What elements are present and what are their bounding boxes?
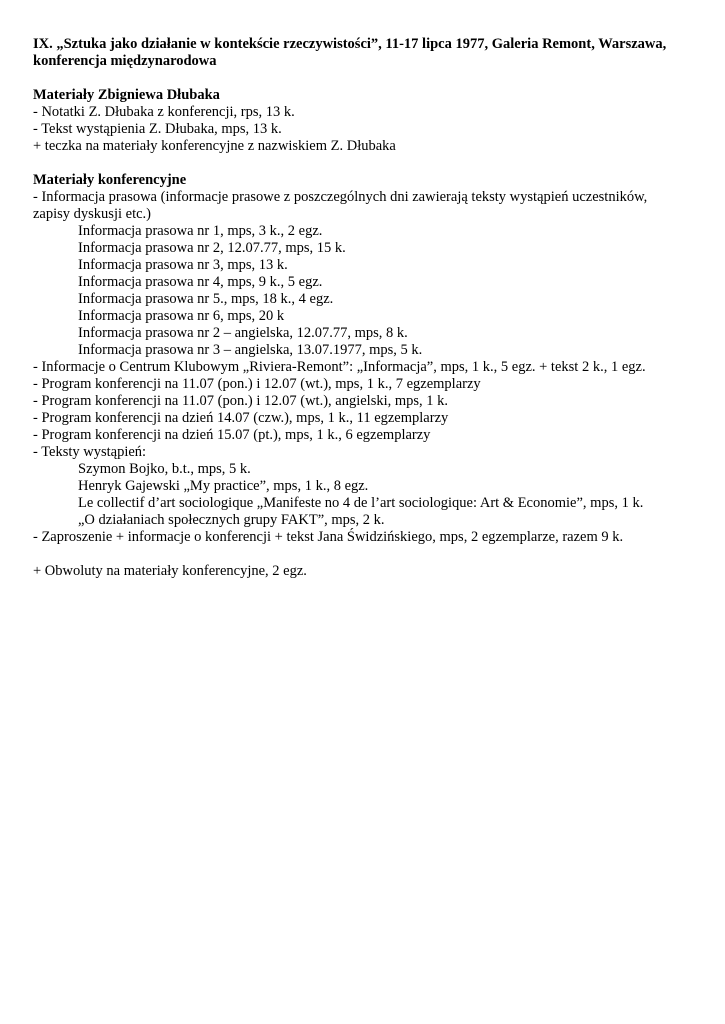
press-release-item: Informacja prasowa nr 2, 12.07.77, mps, 15 k. — [78, 240, 346, 256]
press-release-item: Informacja prasowa nr 6, mps, 20 k — [78, 308, 285, 324]
press-release-item: Informacja prasowa nr 5., mps, 18 k., 4 egz. — [78, 291, 334, 307]
footer-note: + Obwoluty na materiały konferencyjne, 2 egz. — [33, 563, 307, 579]
speech-item: Szymon Bojko, b.t., mps, 5 k. — [78, 461, 251, 477]
program-item: - Program konferencji na 11.07 (pon.) i 12.07 (wt.), angielski, mps, 1 k. — [33, 393, 449, 409]
list-item: - Tekst wystąpienia Z. Dłubaka, mps, 13 k. — [33, 121, 282, 137]
press-release-item: Informacja prasowa nr 4, mps, 9 k., 5 egz. — [78, 274, 323, 290]
invitation-item: - Zaproszenie + informacje o konferencji + tekst Jana Świdzińskiego, mps, 2 egzemplarze, razem 9 k. — [33, 529, 624, 545]
speech-item: „O działaniach społecznych grupy FAKT”, mps, 2 k. — [78, 512, 385, 528]
program-item: - Program konferencji na dzień 15.07 (pt.), mps, 1 k., 6 egzemplarzy — [33, 427, 431, 443]
program-item: - Program konferencji na dzień 14.07 (czw.), mps, 1 k., 11 egzemplarzy — [33, 410, 449, 426]
section-conference-materials — [33, 172, 685, 546]
press-release-item: Informacja prasowa nr 3 – angielska, 13.07.1977, mps, 5 k. — [78, 342, 423, 358]
speech-item: Henryk Gajewski „My practice”, mps, 1 k., 8 egz. — [78, 478, 369, 494]
speeches-intro: - Teksty wystąpień: — [33, 444, 147, 460]
section-dlubak-materials — [33, 87, 685, 155]
press-release-intro: - Informacja prasowa (informacje prasowe z poszczególnych dni zawierają teksty wystąpień uczestników, zapisy dyskusji etc.) — [33, 189, 648, 222]
program-item: - Program konferencji na 11.07 (pon.) i 12.07 (wt.), mps, 1 k., 7 egzemplarzy — [33, 376, 481, 392]
list-item: + teczka na materiały konferencyjne z nazwiskiem Z. Dłubaka — [33, 138, 396, 154]
press-release-item: Informacja prasowa nr 1, mps, 3 k., 2 egz. — [78, 223, 323, 239]
press-release-item: Informacja prasowa nr 3, mps, 13 k. — [78, 257, 288, 273]
section-heading-dlubak: Materiały Zbigniewa Dłubaka — [33, 87, 220, 103]
section-heading-conference: Materiały konferencyjne — [33, 172, 187, 188]
list-item: - Notatki Z. Dłubaka z konferencji, rps, 13 k. — [33, 104, 295, 120]
document-title: IX. „Sztuka jako działanie w kontekście rzeczywistości”, 11-17 lipca 1977, Galeria Remont, Warszawa, konferencja międzynarodowa — [33, 36, 667, 69]
press-release-item: Informacja prasowa nr 2 – angielska, 12.07.77, mps, 8 k. — [78, 325, 408, 341]
speech-item: Le collectif d’art sociologique „Manifeste no 4 de l’art sociologique: Art & Economie”, mps, 1 k. — [78, 495, 644, 511]
program-item: - Informacje o Centrum Klubowym „Riviera-Remont”: „Informacja”, mps, 1 k., 5 egz. + tekst 2 k., 1 egz. — [33, 359, 646, 375]
